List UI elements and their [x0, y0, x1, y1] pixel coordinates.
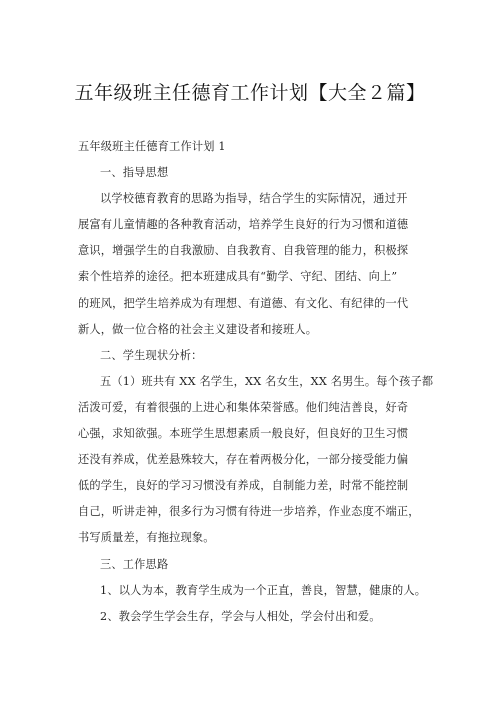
text-line: 索个性培养的途径。把本班建成具有“勤学、守纪、团结、向上” [78, 270, 398, 284]
text-line: 一、指导思想 [100, 166, 169, 180]
text-line: 二、学生现状分析： [100, 348, 203, 362]
text-line: 的班风，把学生培养成为有理想、有道德、有文化、有纪律的一代 [78, 296, 409, 310]
text-line: 三、工作思路 [100, 557, 169, 571]
text-line: 心强，求知欲强。本班学生思想素质一般良好，但良好的卫生习惯 [78, 427, 409, 441]
text-line: 五（1）班共有 XX 名学生，XX 名女生，XX 名男生。每个孩子都 [100, 374, 434, 388]
text-line: 还没有养成，优差悬殊较大，存在着两极分化，一部分接受能力偏 [78, 453, 409, 467]
text-line: 1、以人为本，教育学生成为一个正直，善良，智慧，健康的人。 [100, 583, 427, 597]
text-line: 五年级班主任德育工作计划 1 [78, 140, 226, 153]
text-line: 新人，做一位合格的社会主义建设者和接班人。 [78, 322, 318, 336]
document-body [78, 134, 440, 630]
text-line: 书写质量差，有拖拉现象。 [78, 531, 215, 545]
text-line: 展富有儿童情趣的各种教育活动，培养学生良好的行为习惯和道德 [78, 218, 409, 232]
text-line: 以学校德育教育的思路为指导，结合学生的实际情况，通过开 [100, 192, 408, 206]
text-line: 低的学生，良好的学习习惯没有养成，自制能力差，时常不能控制 [78, 479, 409, 493]
text-line: 活泼可爱，有着很强的上进心和集体荣誉感。他们纯洁善良，好奇 [78, 400, 409, 414]
text-line: 自己，听讲走神，很多行为习惯有待进一步培养，作业态度不端正， [78, 505, 420, 519]
document-title: 五年级班主任德育工作计划【大全２篇】 [74, 82, 426, 104]
text-line: 2、教会学生学会生存，学会与人相处，学会付出和爱。 [100, 609, 381, 623]
text-line: 意识，增强学生的自我激励、自我教育、自我管理的能力，积极探 [78, 244, 409, 258]
